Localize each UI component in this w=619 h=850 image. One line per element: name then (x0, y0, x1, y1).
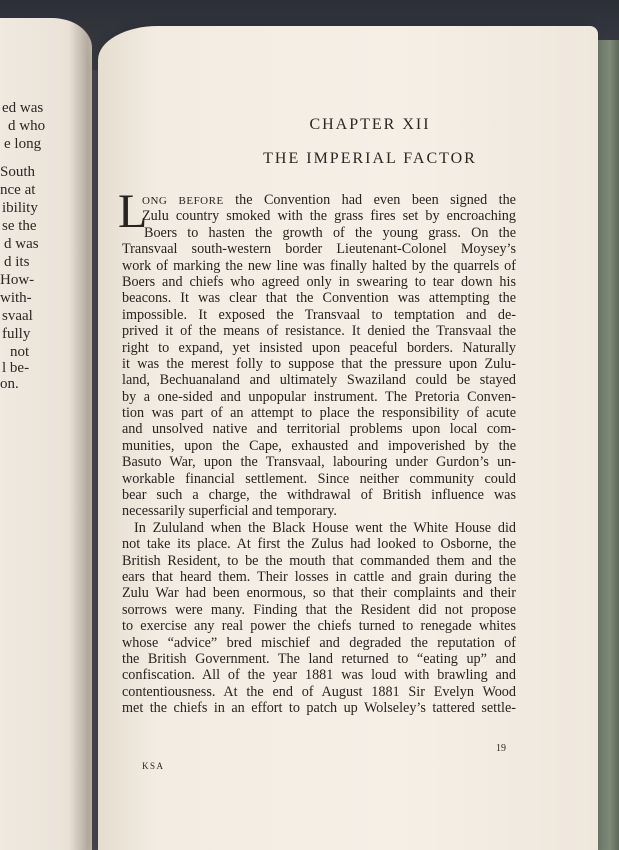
text-line: and unsolved native and territorial problems upon local com- (122, 421, 516, 438)
body-text (118, 185, 516, 717)
text-line: by a one-sided and unpopular instrument. The Pretoria Conven- (122, 388, 516, 405)
left-page-fragment: e long (4, 136, 42, 152)
text-line: work of marking the new line was finally halted by the quarrels of (122, 257, 516, 274)
book-page (98, 26, 598, 850)
text-line: the British Government. The land returned to “eating up” and (122, 650, 516, 667)
text-line: not take its place. At first the Zulus had looked to Osborne, the (122, 536, 516, 553)
drop-cap: L (118, 185, 148, 238)
text-line: to exercise any real power the chiefs turned to renegade whites (122, 618, 516, 635)
text-line: bear such a charge, the withdrawal of British influence was (122, 487, 516, 504)
left-page-fragment: se the (2, 218, 37, 234)
text-line (122, 192, 516, 208)
left-page-fragment: with- (0, 290, 32, 306)
text-line: impossible. It exposed the Transvaal to temptation and de- (122, 306, 516, 323)
text-line: necessarily superficial and temporary. (122, 503, 337, 520)
left-page-fragment: How- (0, 272, 35, 288)
text-line: beacons. It was clear that the Convention was attempting the (122, 290, 516, 307)
text-line: right to expand, yet insisted upon peaceful borders. Naturally (122, 339, 516, 356)
left-page-fragment: not (10, 344, 30, 360)
text-line: whose “advice” bred mischief and degraded the reputation of (122, 634, 516, 651)
text-line: ears that heard them. Their losses in cattle and grain during the (122, 568, 516, 585)
text-line: Transvaal south-western border Lieutenant-Colonel Moysey’s (122, 241, 516, 258)
left-page-fragment: d its (4, 254, 30, 270)
text-line: Basuto War, upon the Transvaal, labouring under Gurdon’s un- (122, 454, 516, 471)
left-page-fragment: d was (4, 236, 39, 252)
text-line: contentiousness. At the end of August 1881 Sir Evelyn Wood (122, 683, 516, 700)
signature-mark: KSA (142, 761, 165, 771)
opening-smallcaps: ONG BEFORE (142, 195, 224, 207)
left-page-fragment: South (0, 164, 36, 180)
page-number: 19 (496, 743, 506, 754)
text-line: it was the merest folly to suppose that the pressure upon Zulu- (122, 355, 516, 372)
text-line: Boers and chiefs who agreed only in swearing to tear down his (122, 273, 516, 290)
text-line: munities, upon the Cape, exhausted and impoverished by the (122, 437, 516, 454)
text-line: Zulu War had been enormous, so that their complaints and their (122, 585, 516, 602)
text-line: Boers to hasten the growth of the young grass. On the (144, 224, 516, 241)
text-line: met the chiefs in an effort to patch up Wolseley’s tattered settle- (122, 700, 516, 717)
left-page-fragment: ibility (2, 200, 38, 216)
left-page-fragment: nce at (0, 182, 36, 198)
text-line: In Zululand when the Black House went the White House did (134, 519, 516, 536)
text-line: sorrows were many. Finding that the Resident did not propose (122, 601, 516, 618)
left-page-fragment: d who (8, 118, 46, 134)
line-text: the Convention had even been signed the (223, 192, 516, 208)
left-page-fragment: svaal (2, 308, 33, 324)
text-line: confiscation. All of the year 1881 was loud with brawling and (122, 667, 516, 684)
left-page (0, 18, 92, 850)
text-line: workable financial settlement. Since neither community could (122, 470, 516, 487)
left-page-fragment: fully (2, 326, 31, 342)
text-line: prived it of the means of resistance. It denied the Transvaal the (122, 323, 516, 340)
text-line: land, Bechuanaland and ultimately Swaziland could be stayed (122, 372, 516, 389)
left-page-fragment: ed was (2, 100, 44, 116)
left-page-fragment: l be- (2, 360, 30, 376)
left-page-fragment: on. (0, 376, 19, 392)
text-line: British Resident, to be the mouth that commanded them and the (122, 552, 516, 569)
text-line: tion was part of an attempt to place the responsibility of acute (122, 405, 516, 422)
chapter-number: CHAPTER XII (309, 116, 431, 133)
chapter-title: THE IMPERIAL FACTOR (263, 150, 477, 167)
text-line: Zulu country smoked with the grass fires set by encroaching (142, 208, 516, 225)
